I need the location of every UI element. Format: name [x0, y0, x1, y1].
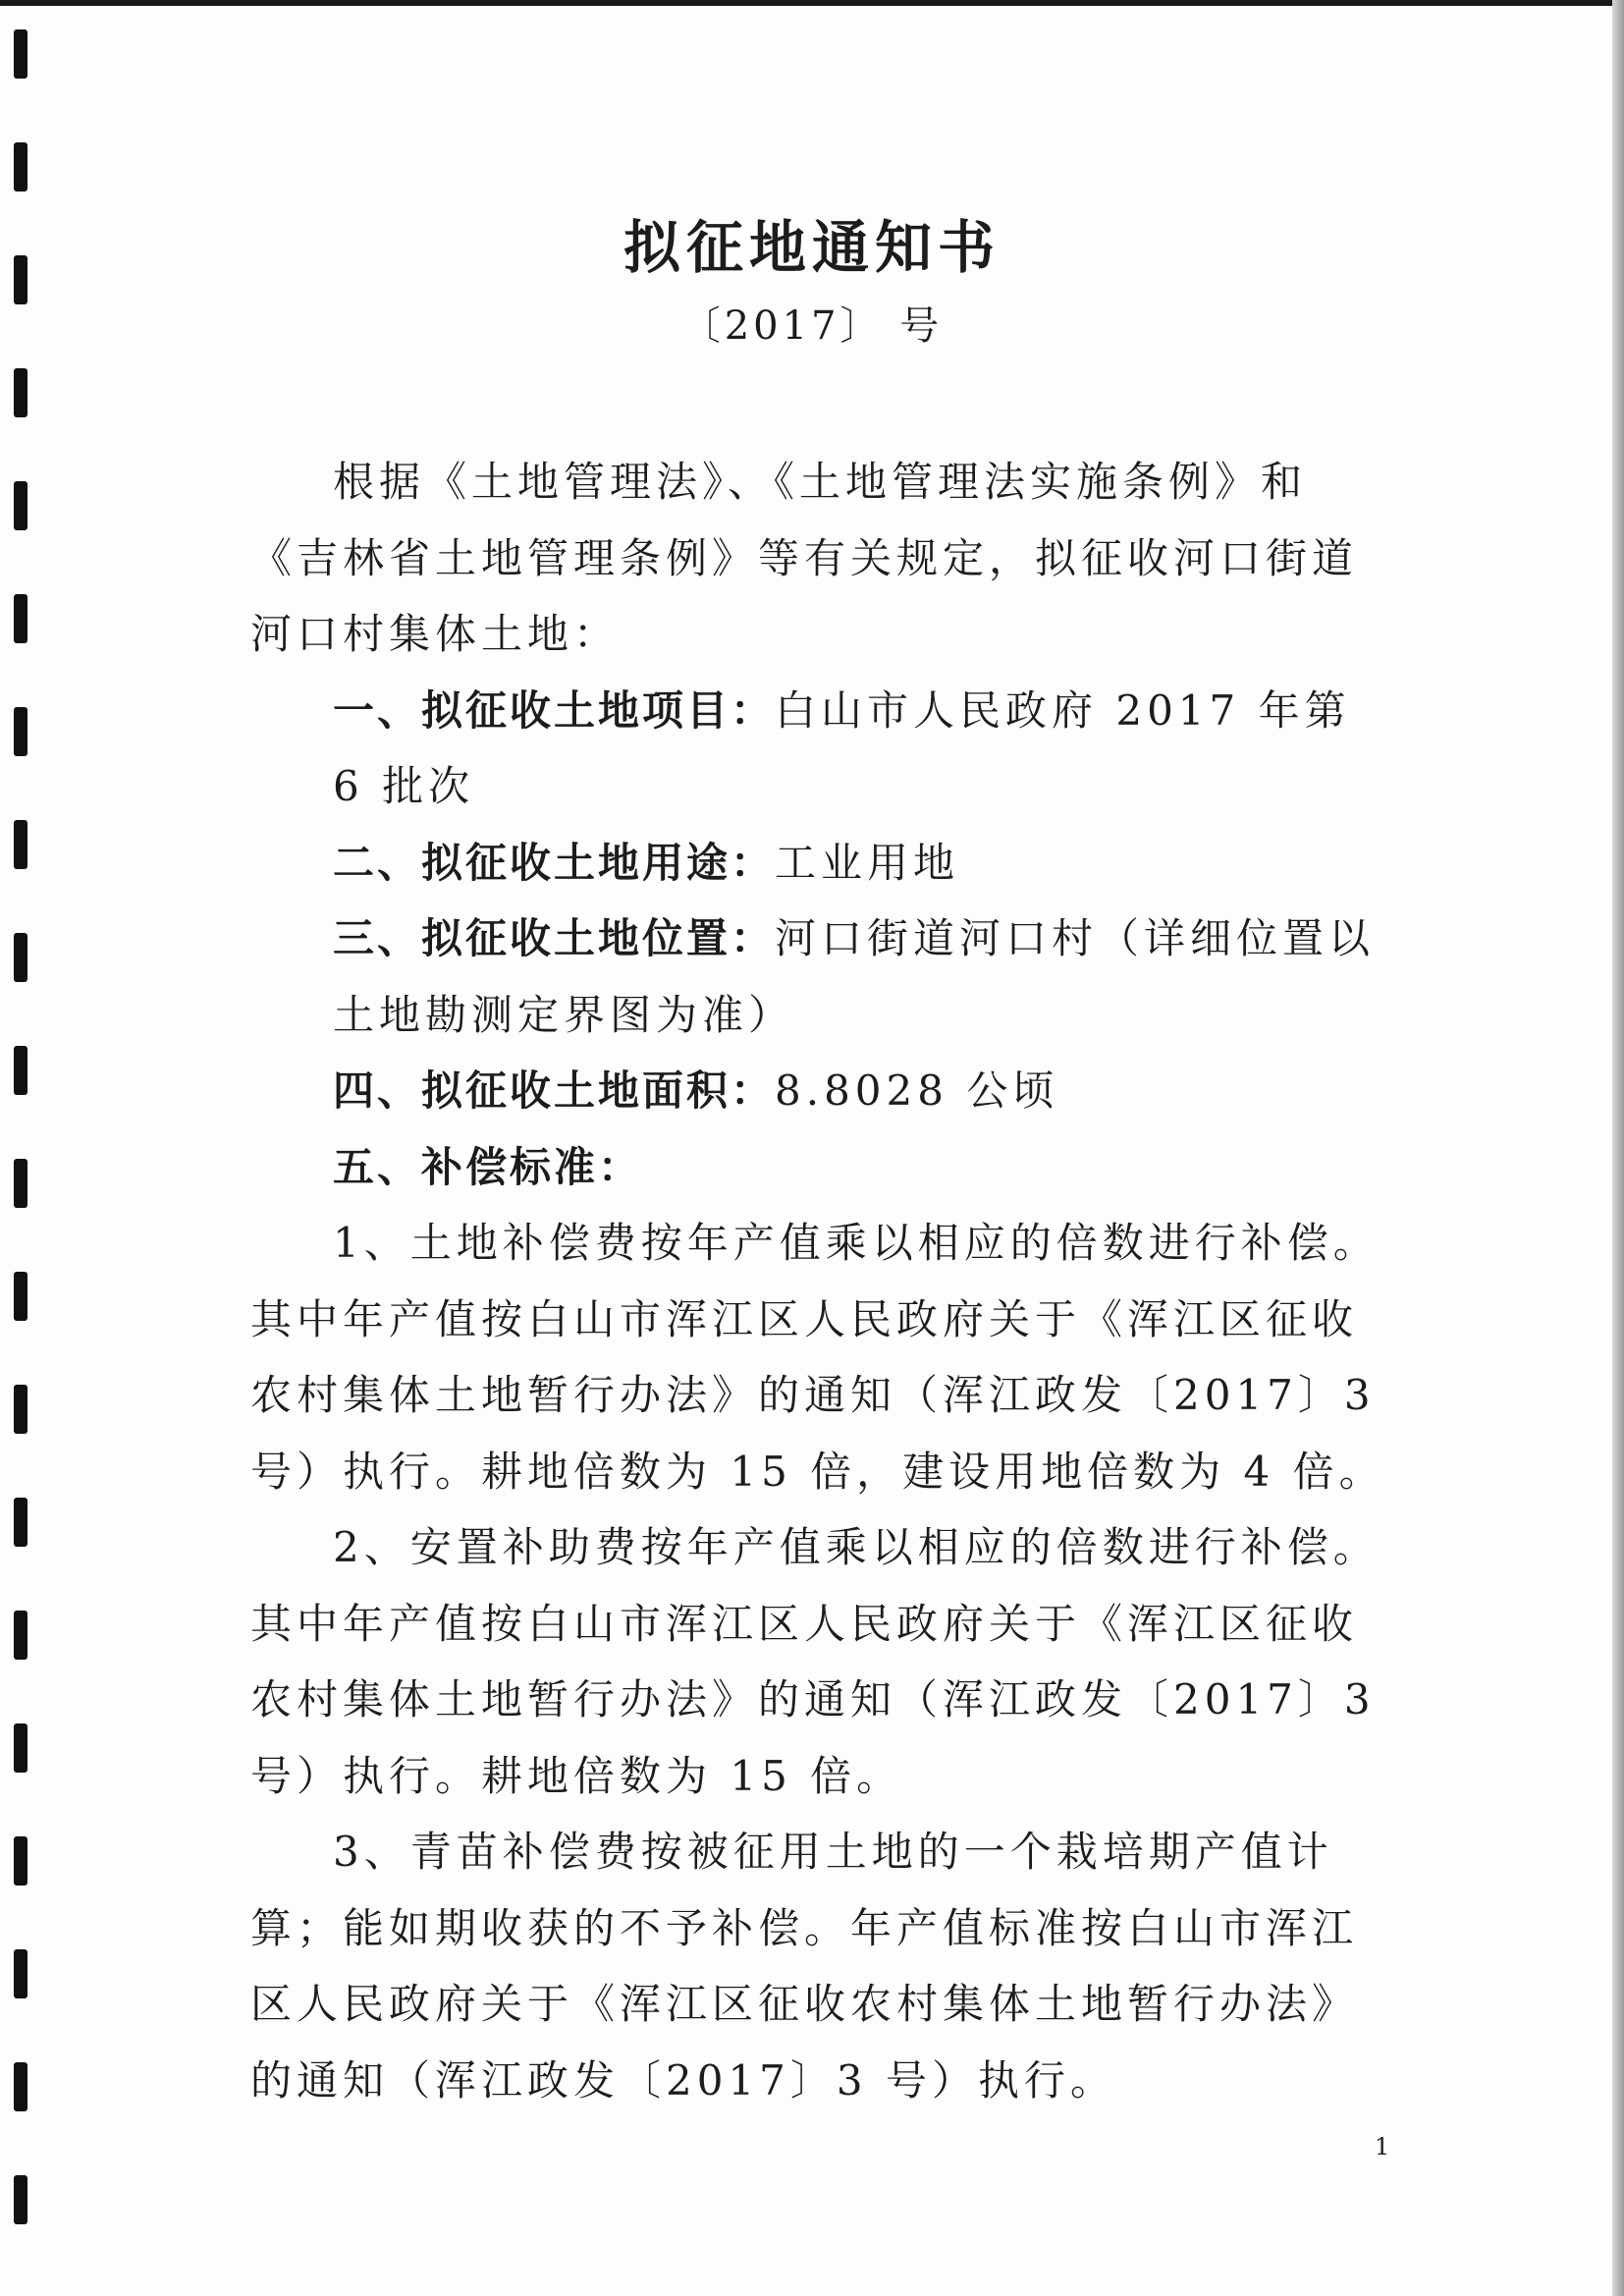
item-usage — [250, 825, 1389, 902]
item-value: 8.8028 公顷 — [775, 1066, 1059, 1115]
binding-hole — [14, 707, 27, 756]
item-label: 二、拟征收土地用途： — [333, 838, 776, 887]
item-label: 一、拟征收土地项目： — [333, 685, 776, 735]
binding-hole — [14, 594, 27, 643]
document-body — [250, 444, 1389, 2118]
binding-hole — [14, 1385, 27, 1434]
page-number: 1 — [1375, 2133, 1390, 2160]
clause-crop-compensation: 3、青苗补偿费按被征用土地的一个栽培期产值计算；能如期收获的不予补偿。年产值标准按白山市浑江区人民政府关于《浑江区征收农村集体土地暂行办法》的通知（浑江政发〔2017〕3 号）执行。 — [250, 1828, 1359, 2105]
item-label: 五、补偿标准： — [333, 1142, 643, 1191]
item-label: 四、拟征收土地面积： — [333, 1066, 776, 1115]
binding-hole — [14, 1272, 27, 1321]
binding-hole — [14, 368, 27, 417]
binding-hole — [14, 1498, 27, 1547]
clause-land-compensation: 1、土地补偿费按年产值乘以相应的倍数进行补偿。其中年产值按白山市浑江区人民政府关于《浑江区征收农村集体土地暂行办法》的通知（浑江政发〔2017〕3 号）执行。耕地倍数为 15 倍，建设用地倍数为 4 倍。 — [250, 1219, 1385, 1496]
item-value: 工业用地 — [775, 838, 960, 887]
item-location — [250, 901, 1389, 1053]
document-number: 〔2017〕 号 — [680, 303, 944, 349]
item-compensation — [250, 1129, 1389, 1206]
intro-paragraph: 根据《土地管理法》、《土地管理法实施条例》和《吉林省土地管理条例》等有关规定，拟征收河口街道河口村集体土地： — [250, 458, 1359, 658]
binding-hole — [14, 1611, 27, 1660]
binding-hole — [14, 1046, 27, 1095]
binding-hole — [14, 1723, 27, 1773]
binding-hole — [14, 142, 27, 191]
item-area — [250, 1053, 1389, 1129]
binding-hole — [14, 29, 27, 79]
binding-hole — [14, 2175, 27, 2224]
binding-hole — [14, 2062, 27, 2111]
binding-hole — [14, 481, 27, 530]
binding-hole — [14, 933, 27, 982]
item-label: 三、拟征收土地位置： — [333, 914, 776, 962]
item-value: 河口街道河口村（详细位置以土地勘测定界图为准） — [333, 914, 1376, 1039]
item-project — [250, 673, 1389, 825]
item-value: 白山市人民政府 2017 年第 6 批次 — [333, 685, 1351, 810]
binding-hole — [14, 1836, 27, 1886]
binding-hole — [14, 1949, 27, 1998]
binding-hole — [14, 820, 27, 869]
document-title: 拟征地通知书 — [623, 214, 1001, 281]
clause-resettlement-subsidy: 2、安置补助费按年产值乘以相应的倍数进行补偿。其中年产值按白山市浑江区人民政府关于《浑江区征收农村集体土地暂行办法》的通知（浑江政发〔2017〕3 号）执行。耕地倍数为 15 倍。 — [250, 1523, 1380, 1800]
binding-hole — [14, 1159, 27, 1208]
scan-top-edge — [0, 0, 1624, 6]
